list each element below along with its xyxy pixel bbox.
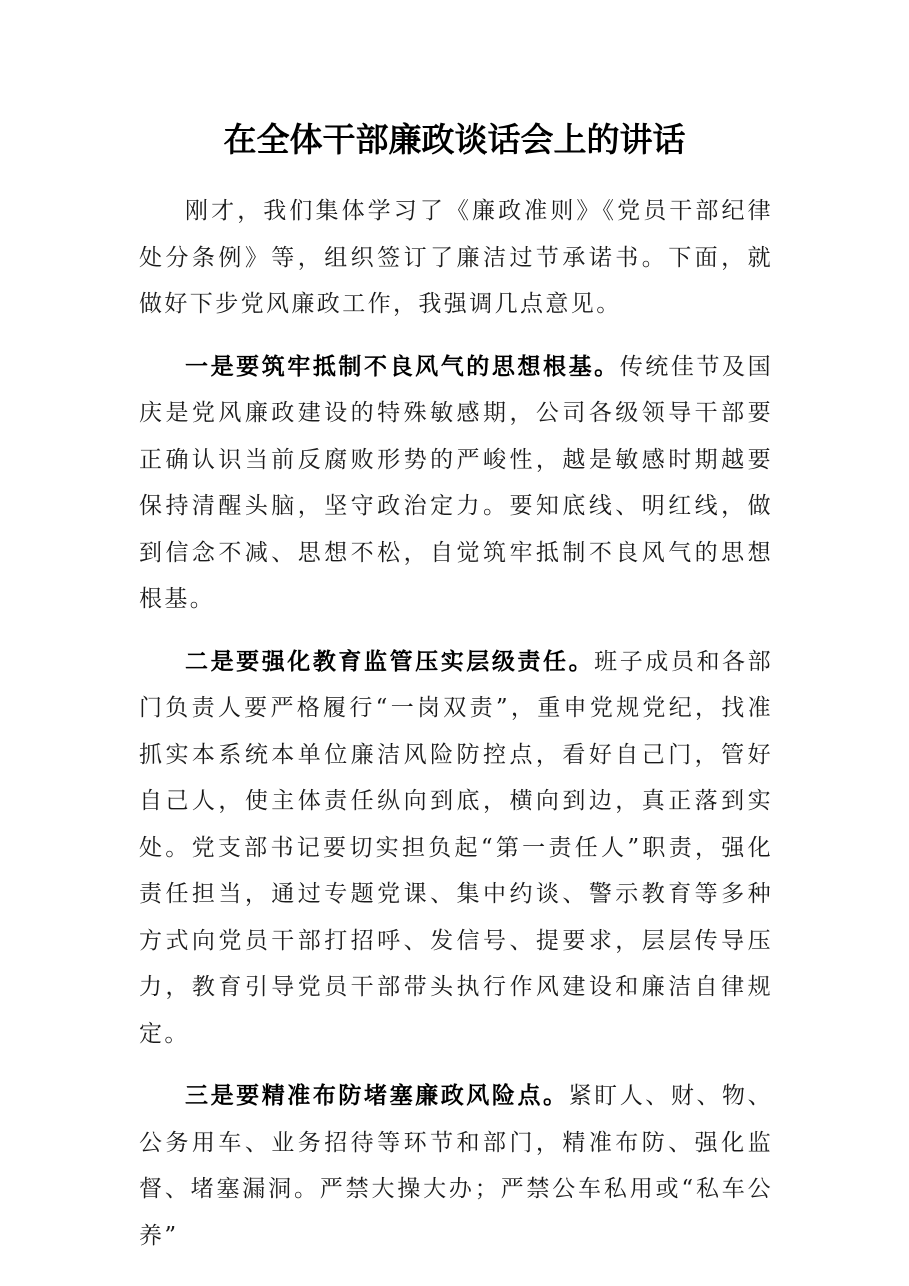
paragraph-point-2 (139, 639, 773, 1058)
paragraph-lead: 二是要强化教育监管压实层级责任。 (185, 647, 595, 675)
paragraph-point-3 (139, 1073, 773, 1259)
paragraph-text: 紧盯人、财、物、公务用车、业务招待等环节和部门，精准布防、强化监督、堵塞漏洞。严禁大操大办；严禁公车私用或“私车公养” (139, 1083, 774, 1249)
paragraph-text: 刚才，我们集体学习了《廉政准则》《党员干部纪律处分条例》等，组织签订了廉洁过节承诺书。下面，就做好下步党风廉政工作，我强调几点意见。 (139, 198, 773, 317)
paragraph-intro (139, 188, 773, 328)
paragraph-lead: 三是要精准布防堵塞廉政风险点。 (185, 1082, 569, 1109)
paragraph-point-1 (139, 344, 773, 623)
paragraph-text: 传统佳节及国庆是党风廉政建设的特殊敏感期，公司各级领导干部要正确认识当前反腐败形势的严峻性，越是敏感时期越要保持清醒头脑，坚守政治定力。要知底线、明红线，做到信念不减、思想不松，自觉筑牢抵制不良风气的思想根基。 (139, 353, 773, 612)
document-title: 在全体干部廉政谈话会上的讲话 (223, 120, 686, 159)
paragraph-lead: 一是要筑牢抵制不良风气的思想根基。 (185, 352, 620, 380)
paragraph-text: 班子成员和各部门负责人要严格履行“一岗双责”，重申党规党纪，找准抓实本系统本单位廉洁风险防控点，看好自己门，管好自己人，使主体责任纵向到底，横向到边，真正落到实处。党支部书记要切实担负起“第一责任人”职责，强化责任担当，通过专题党课、集中约谈、警示教育等多种方式向党员干部打招呼、发信号、提要求，层层传导压力，教育引导党员干部带头执行作风建设和廉洁自律规定。 (139, 648, 773, 1047)
document-body (139, 188, 773, 1275)
